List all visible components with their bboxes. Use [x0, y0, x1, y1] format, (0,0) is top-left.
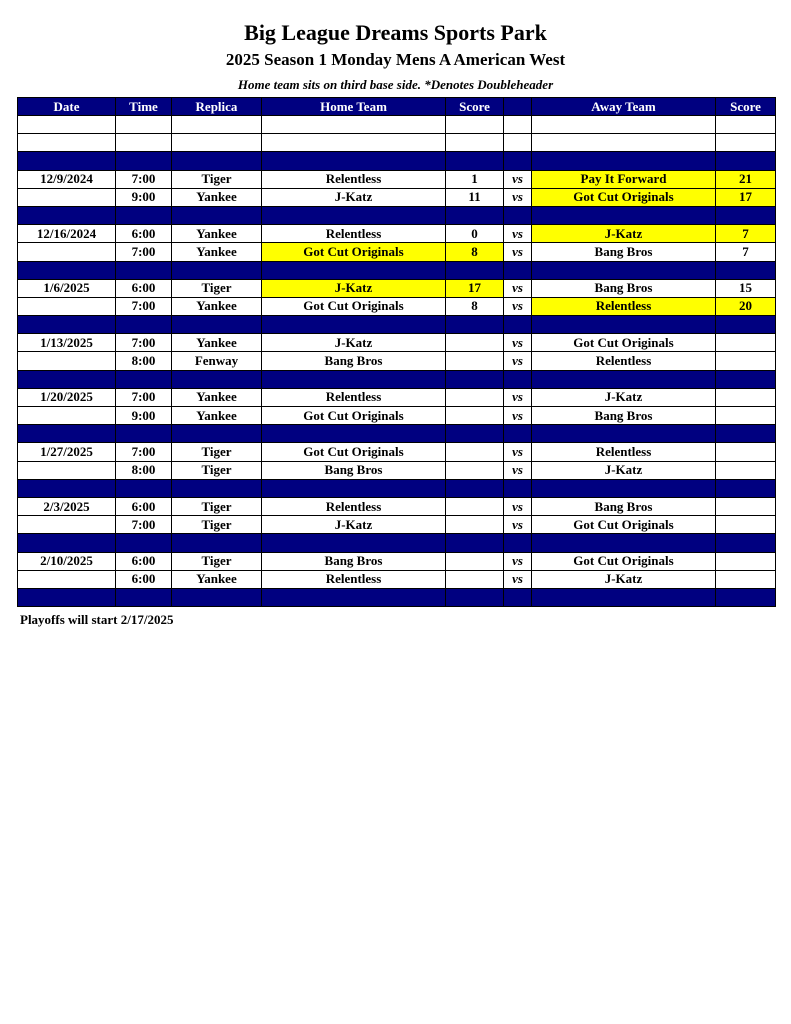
away-score-cell: 7	[716, 243, 776, 261]
away-team-cell	[532, 134, 716, 152]
vs-cell: vs	[504, 552, 532, 570]
away-team-cell	[532, 588, 716, 606]
home-team-cell: Relentless	[262, 388, 446, 406]
date-cell	[18, 206, 116, 224]
home-score-cell: 1	[446, 170, 504, 188]
game-row	[18, 170, 776, 188]
home-score-cell	[446, 206, 504, 224]
time-cell: 7:00	[116, 170, 172, 188]
away-team-cell: Relentless	[532, 352, 716, 370]
away-score-cell	[716, 479, 776, 497]
replica-cell	[172, 134, 262, 152]
home-team-cell: Relentless	[262, 170, 446, 188]
time-cell: 7:00	[116, 388, 172, 406]
replica-cell	[172, 425, 262, 443]
vs-cell: vs	[504, 443, 532, 461]
col-header-away-score: Score	[716, 98, 776, 116]
away-team-cell	[532, 425, 716, 443]
col-header-time: Time	[116, 98, 172, 116]
away-score-cell	[716, 116, 776, 134]
home-team-cell: Relentless	[262, 225, 446, 243]
replica-cell: Tiger	[172, 552, 262, 570]
away-score-cell	[716, 152, 776, 170]
replica-cell: Yankee	[172, 388, 262, 406]
week-separator-row	[18, 479, 776, 497]
game-row	[18, 443, 776, 461]
vs-cell	[504, 206, 532, 224]
away-score-cell	[716, 370, 776, 388]
game-row	[18, 225, 776, 243]
home-team-cell: J-Katz	[262, 279, 446, 297]
week-separator-row	[18, 316, 776, 334]
replica-cell: Tiger	[172, 497, 262, 515]
away-team-cell: Pay It Forward	[532, 170, 716, 188]
replica-cell: Yankee	[172, 225, 262, 243]
home-team-cell	[262, 370, 446, 388]
date-cell	[18, 370, 116, 388]
home-score-cell: 17	[446, 279, 504, 297]
date-cell: 1/20/2025	[18, 388, 116, 406]
date-cell	[18, 188, 116, 206]
vs-cell: vs	[504, 225, 532, 243]
date-cell	[18, 479, 116, 497]
away-team-cell: Got Cut Originals	[532, 552, 716, 570]
vs-cell	[504, 534, 532, 552]
date-cell: 1/6/2025	[18, 279, 116, 297]
replica-cell: Tiger	[172, 461, 262, 479]
away-score-cell	[716, 206, 776, 224]
date-cell: 12/9/2024	[18, 170, 116, 188]
time-cell: 6:00	[116, 497, 172, 515]
away-team-cell	[532, 316, 716, 334]
page-title: Big League Dreams Sports Park	[244, 20, 547, 45]
replica-cell	[172, 116, 262, 134]
game-row	[18, 552, 776, 570]
home-score-cell	[446, 497, 504, 515]
replica-cell	[172, 261, 262, 279]
replica-cell	[172, 370, 262, 388]
col-header-replica: Replica	[172, 98, 262, 116]
game-row	[18, 388, 776, 406]
replica-cell	[172, 534, 262, 552]
away-team-cell: Bang Bros	[532, 407, 716, 425]
vs-cell: vs	[504, 188, 532, 206]
away-team-cell: Got Cut Originals	[532, 188, 716, 206]
home-score-cell	[446, 352, 504, 370]
away-team-cell	[532, 152, 716, 170]
home-team-cell: Got Cut Originals	[262, 443, 446, 461]
time-cell	[116, 261, 172, 279]
home-team-cell	[262, 316, 446, 334]
home-score-cell	[446, 588, 504, 606]
vs-cell	[504, 316, 532, 334]
home-score-cell	[446, 552, 504, 570]
home-score-cell: 8	[446, 297, 504, 315]
home-team-cell: Got Cut Originals	[262, 297, 446, 315]
date-cell: 1/13/2025	[18, 334, 116, 352]
replica-cell: Fenway	[172, 352, 262, 370]
home-score-cell	[446, 116, 504, 134]
home-team-cell	[262, 261, 446, 279]
time-cell	[116, 370, 172, 388]
home-score-cell	[446, 443, 504, 461]
time-cell	[116, 116, 172, 134]
home-team-cell	[262, 479, 446, 497]
vs-cell: vs	[504, 243, 532, 261]
page-subtitle: 2025 Season 1 Monday Mens A American West	[225, 50, 566, 69]
replica-cell	[172, 479, 262, 497]
away-score-cell	[716, 461, 776, 479]
game-row	[18, 243, 776, 261]
header-row	[18, 98, 776, 116]
away-score-cell	[716, 388, 776, 406]
vs-cell	[504, 261, 532, 279]
vs-cell: vs	[504, 388, 532, 406]
vs-cell	[504, 370, 532, 388]
col-header-away-team: Away Team	[532, 98, 716, 116]
date-cell	[18, 134, 116, 152]
away-team-cell	[532, 261, 716, 279]
replica-cell	[172, 152, 262, 170]
date-cell: 1/27/2025	[18, 443, 116, 461]
away-score-cell	[716, 552, 776, 570]
date-cell	[18, 407, 116, 425]
time-cell	[116, 316, 172, 334]
away-score-cell: 15	[716, 279, 776, 297]
time-cell	[116, 425, 172, 443]
col-header-home-team: Home Team	[262, 98, 446, 116]
vs-cell: vs	[504, 497, 532, 515]
date-cell: 12/16/2024	[18, 225, 116, 243]
away-score-cell	[716, 261, 776, 279]
home-team-cell: Got Cut Originals	[262, 243, 446, 261]
time-cell	[116, 206, 172, 224]
home-score-cell	[446, 425, 504, 443]
away-score-cell	[716, 443, 776, 461]
time-cell: 7:00	[116, 297, 172, 315]
home-team-cell	[262, 134, 446, 152]
away-score-cell	[716, 570, 776, 588]
vs-cell: vs	[504, 279, 532, 297]
replica-cell: Tiger	[172, 279, 262, 297]
date-cell	[18, 261, 116, 279]
home-team-cell	[262, 534, 446, 552]
time-cell: 7:00	[116, 443, 172, 461]
away-score-cell: 20	[716, 297, 776, 315]
away-team-cell: Bang Bros	[532, 243, 716, 261]
date-cell	[18, 425, 116, 443]
col-header-vs	[504, 98, 532, 116]
away-team-cell	[532, 370, 716, 388]
date-cell	[18, 516, 116, 534]
week-separator-row	[18, 588, 776, 606]
time-cell	[116, 479, 172, 497]
home-team-cell: Relentless	[262, 497, 446, 515]
home-team-cell: J-Katz	[262, 188, 446, 206]
date-cell	[18, 570, 116, 588]
vs-cell: vs	[504, 461, 532, 479]
home-score-cell	[446, 261, 504, 279]
away-score-cell	[716, 134, 776, 152]
vs-cell	[504, 479, 532, 497]
date-cell	[18, 243, 116, 261]
home-score-cell	[446, 370, 504, 388]
home-score-cell	[446, 534, 504, 552]
game-row	[18, 352, 776, 370]
game-row	[18, 334, 776, 352]
time-cell	[116, 588, 172, 606]
home-score-cell	[446, 407, 504, 425]
home-team-cell	[262, 116, 446, 134]
away-score-cell: 21	[716, 170, 776, 188]
replica-cell: Tiger	[172, 170, 262, 188]
away-team-cell	[532, 534, 716, 552]
home-team-cell	[262, 152, 446, 170]
vs-cell: vs	[504, 352, 532, 370]
home-team-cell: J-Katz	[262, 334, 446, 352]
game-row	[18, 461, 776, 479]
col-header-home-score: Score	[446, 98, 504, 116]
away-team-cell: Relentless	[532, 443, 716, 461]
away-team-cell: J-Katz	[532, 570, 716, 588]
home-score-cell	[446, 479, 504, 497]
time-cell: 7:00	[116, 334, 172, 352]
home-team-cell: Relentless	[262, 570, 446, 588]
replica-cell: Yankee	[172, 188, 262, 206]
home-score-cell: 11	[446, 188, 504, 206]
home-team-cell: Bang Bros	[262, 352, 446, 370]
away-score-cell	[716, 497, 776, 515]
home-team-cell: Bang Bros	[262, 461, 446, 479]
game-row	[18, 570, 776, 588]
game-row	[18, 279, 776, 297]
time-cell: 6:00	[116, 279, 172, 297]
blank-row	[18, 116, 776, 134]
col-header-date: Date	[18, 98, 116, 116]
away-team-cell: J-Katz	[532, 225, 716, 243]
week-separator-row	[18, 370, 776, 388]
home-score-cell: 0	[446, 225, 504, 243]
home-score-cell	[446, 334, 504, 352]
time-cell	[116, 534, 172, 552]
vs-cell: vs	[504, 297, 532, 315]
date-cell: 2/10/2025	[18, 552, 116, 570]
away-team-cell	[532, 479, 716, 497]
away-team-cell: Bang Bros	[532, 497, 716, 515]
time-cell	[116, 134, 172, 152]
game-row	[18, 188, 776, 206]
away-score-cell	[716, 588, 776, 606]
home-score-cell	[446, 570, 504, 588]
time-cell: 6:00	[116, 570, 172, 588]
replica-cell: Tiger	[172, 443, 262, 461]
replica-cell: Yankee	[172, 334, 262, 352]
replica-cell: Yankee	[172, 570, 262, 588]
playoffs-note: Playoffs will start 2/17/2025	[20, 612, 174, 627]
game-row	[18, 407, 776, 425]
time-cell: 6:00	[116, 552, 172, 570]
vs-cell: vs	[504, 170, 532, 188]
date-cell	[18, 534, 116, 552]
vs-cell	[504, 588, 532, 606]
vs-cell: vs	[504, 570, 532, 588]
time-cell: 9:00	[116, 407, 172, 425]
away-score-cell	[716, 334, 776, 352]
replica-cell	[172, 588, 262, 606]
away-team-cell: Bang Bros	[532, 279, 716, 297]
replica-cell: Yankee	[172, 297, 262, 315]
away-score-cell	[716, 352, 776, 370]
away-score-cell	[716, 425, 776, 443]
time-cell: 8:00	[116, 352, 172, 370]
home-score-cell	[446, 134, 504, 152]
blank-row	[18, 134, 776, 152]
home-team-cell	[262, 425, 446, 443]
week-separator-row	[18, 261, 776, 279]
home-score-cell	[446, 461, 504, 479]
game-row	[18, 497, 776, 515]
date-cell	[18, 461, 116, 479]
page-note: Home team sits on third base side. *Denotes Doubleheader	[237, 77, 554, 92]
away-team-cell: Got Cut Originals	[532, 516, 716, 534]
home-score-cell	[446, 316, 504, 334]
home-team-cell: Bang Bros	[262, 552, 446, 570]
home-score-cell	[446, 152, 504, 170]
date-cell	[18, 116, 116, 134]
game-row	[18, 516, 776, 534]
time-cell	[116, 152, 172, 170]
week-separator-row	[18, 534, 776, 552]
vs-cell	[504, 134, 532, 152]
home-score-cell	[446, 516, 504, 534]
date-cell	[18, 352, 116, 370]
away-team-cell: Relentless	[532, 297, 716, 315]
date-cell	[18, 588, 116, 606]
vs-cell	[504, 425, 532, 443]
replica-cell	[172, 206, 262, 224]
away-team-cell	[532, 206, 716, 224]
vs-cell: vs	[504, 407, 532, 425]
replica-cell: Tiger	[172, 516, 262, 534]
date-cell	[18, 152, 116, 170]
vs-cell: vs	[504, 334, 532, 352]
away-score-cell	[716, 534, 776, 552]
schedule-table	[17, 97, 776, 607]
away-score-cell	[716, 407, 776, 425]
vs-cell	[504, 116, 532, 134]
away-score-cell: 17	[716, 188, 776, 206]
game-row	[18, 297, 776, 315]
week-separator-row	[18, 152, 776, 170]
replica-cell	[172, 316, 262, 334]
home-team-cell	[262, 588, 446, 606]
vs-cell: vs	[504, 516, 532, 534]
replica-cell: Yankee	[172, 243, 262, 261]
replica-cell: Yankee	[172, 407, 262, 425]
time-cell: 7:00	[116, 516, 172, 534]
away-team-cell: Got Cut Originals	[532, 334, 716, 352]
time-cell: 8:00	[116, 461, 172, 479]
home-team-cell: Got Cut Originals	[262, 407, 446, 425]
vs-cell	[504, 152, 532, 170]
date-cell	[18, 297, 116, 315]
away-team-cell	[532, 116, 716, 134]
time-cell: 9:00	[116, 188, 172, 206]
away-team-cell: J-Katz	[532, 388, 716, 406]
away-team-cell: J-Katz	[532, 461, 716, 479]
week-separator-row	[18, 425, 776, 443]
home-team-cell	[262, 206, 446, 224]
time-cell: 7:00	[116, 243, 172, 261]
date-cell: 2/3/2025	[18, 497, 116, 515]
away-score-cell	[716, 316, 776, 334]
away-score-cell	[716, 516, 776, 534]
home-score-cell: 8	[446, 243, 504, 261]
week-separator-row	[18, 206, 776, 224]
home-score-cell	[446, 388, 504, 406]
time-cell: 6:00	[116, 225, 172, 243]
date-cell	[18, 316, 116, 334]
away-score-cell: 7	[716, 225, 776, 243]
home-team-cell: J-Katz	[262, 516, 446, 534]
